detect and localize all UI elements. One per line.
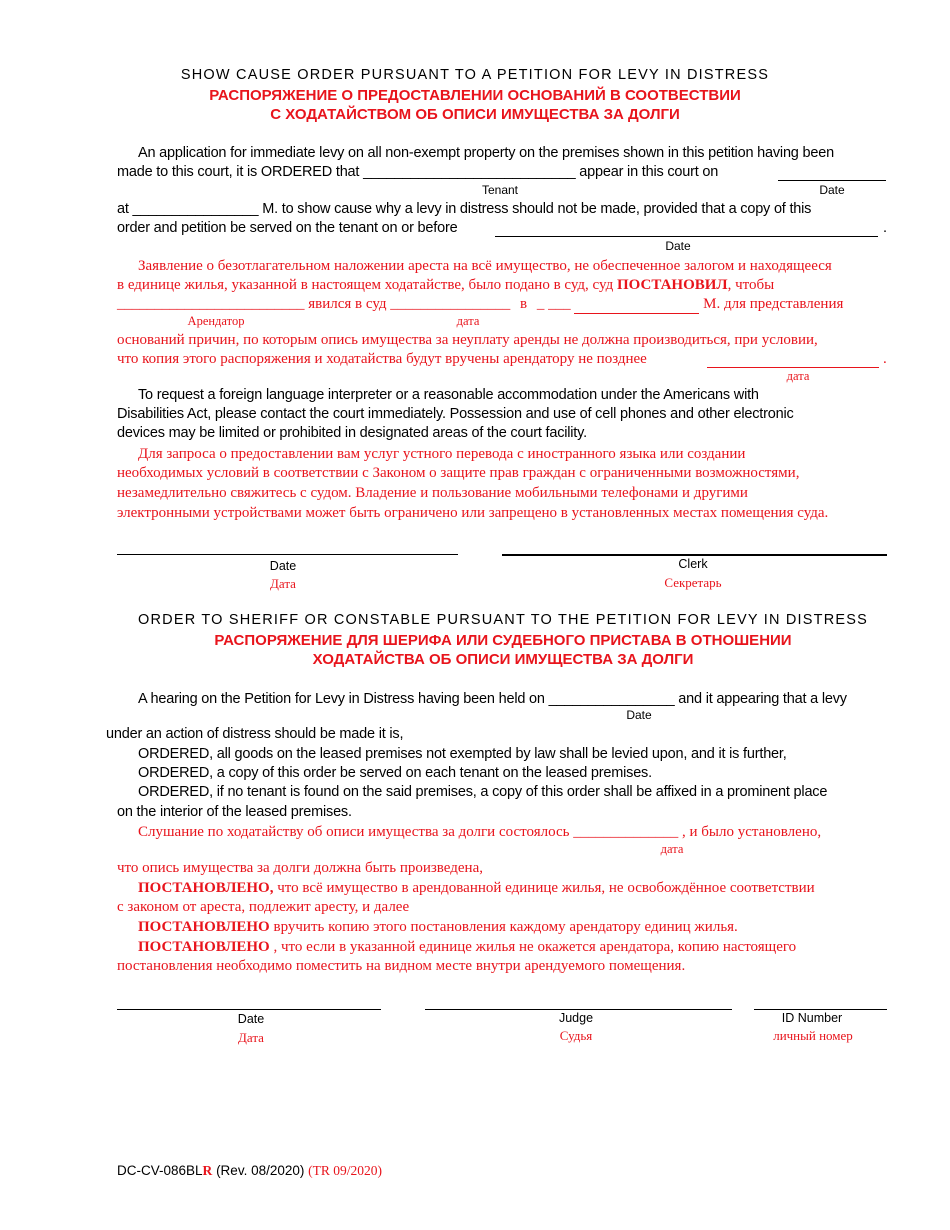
section2-title-en: ORDER TO SHERIFF OR CONSTABLE PURSUANT TO THE PETITION FOR LEVY IN DISTRESS — [138, 612, 868, 628]
text: , что если в указанной единице жилья не окажется арендатора, копию настоящего — [269, 939, 797, 955]
sig-date-label: Date — [237, 1012, 265, 1026]
s1-p2-line1: To request a foreign language interpreter or a reasonable accommodation under the Americans with — [138, 387, 759, 403]
postanovleno-word: ПОСТАНОВЛЕНО — [138, 939, 270, 955]
s2-order2 — [138, 764, 652, 783]
date-blank[interactable]: ______________ — [573, 824, 679, 840]
text: A hearing on the Petition for Levy in Distress having been held on — [138, 691, 545, 707]
date-blank-line[interactable] — [495, 236, 878, 237]
text: and it appearing that a levy — [678, 691, 847, 707]
postanovleno-word: ПОСТАНОВЛЕНО, — [138, 880, 274, 896]
postanovil-word: ПОСТАНОВИЛ — [616, 277, 728, 293]
date-blank-line[interactable] — [778, 180, 886, 181]
text: что всё имущество в арендованной единице жилья, не освобождённое соответствии — [273, 880, 815, 896]
s1-p1-line4: order and petition be served on the tenant on or before — [117, 220, 458, 236]
s1-ru2-line3: незамедлительно свяжитесь с судом. Владение и пользование мобильными телефонами и другими — [117, 485, 748, 501]
revision: (Rev. 08/2020) — [216, 1163, 305, 1178]
ordered-word: ORDERED — [138, 765, 210, 781]
s2-p1-line1 — [138, 690, 847, 709]
caption-date: Date — [626, 708, 652, 722]
ordered-word: ORDERED — [138, 784, 210, 800]
s2-order3 — [138, 783, 827, 802]
date-blank-line[interactable] — [707, 367, 879, 368]
date-signature-line[interactable] — [117, 1009, 381, 1010]
text: that — [335, 164, 360, 180]
time-blank[interactable]: ________________ — [132, 201, 259, 217]
time-blank[interactable]: _ ___ — [536, 296, 571, 312]
section2-title-ru-line2: ХОДАТАЙСТВА ОБ ОПИСИ ИМУЩЕСТВА ЗА ДОЛГИ — [312, 651, 694, 668]
s1-ru1-line4: оснований причин, по которым опись имущества за неуплату аренды не должна производиться, при условии, — [117, 332, 818, 348]
text: явился в суд — [308, 296, 387, 312]
s1-ru2-line4: электронными устройствами может быть ограничено или запрещено в установленных местах помещения суда. — [117, 505, 829, 521]
s2-order3-line2: on the interior of the leased premises. — [117, 804, 352, 820]
s1-p1-line2 — [117, 163, 718, 182]
date-signature-line[interactable] — [117, 554, 458, 555]
s1-ru1-line5: что копия этого распоряжения и ходатайства будут вручены арендатору не позднее — [117, 351, 647, 367]
text: в единице жилья, указанной в настоящем ходатайстве, было подано в суд, суд — [117, 277, 614, 293]
text: made to this court, it is — [117, 164, 258, 180]
form-r: R — [202, 1163, 213, 1178]
caption-date: Date — [819, 183, 845, 197]
sig-clerk-label-ru: Секретарь — [664, 575, 722, 590]
sig-clerk-label: Clerk — [678, 557, 708, 571]
judge-signature-line[interactable] — [425, 1009, 732, 1010]
text: Слушание по ходатайству об описи имущества за долги состоялось — [138, 824, 570, 840]
text: at — [117, 201, 129, 217]
s1-ru2-line1: Для запроса о предоставлении вам услуг устного перевода с иностранного языка или создании — [138, 446, 746, 462]
caption-tenant: Tenant — [481, 183, 519, 197]
s2-p1-line2: under an action of distress should be made it is, — [106, 726, 404, 742]
sig-judge-label-ru: Судья — [559, 1028, 593, 1043]
tenant-blank[interactable]: ___________________________ — [363, 164, 576, 180]
s1-p1-line3 — [117, 200, 811, 219]
time-blank-line[interactable] — [574, 299, 699, 314]
sig-date-label-ru: Дата — [238, 1030, 264, 1045]
text: , чтобы — [727, 277, 775, 293]
date-blank[interactable]: ________________ — [390, 296, 511, 312]
ordered-word: ORDERED — [138, 746, 210, 762]
s1-p1-line1: An application for immediate levy on all non-exempt property on the premises shown in this petition having been — [138, 145, 834, 161]
text: , a copy of this order be served on each tenant on the leased premises. — [209, 765, 652, 781]
clerk-signature-line[interactable] — [502, 554, 887, 556]
s2-ru-line2: что опись имущества за долги должна быть произведена, — [117, 860, 483, 876]
s2-ru-order1 — [138, 879, 815, 898]
period: . — [883, 220, 887, 236]
text: , all goods on the leased premises not exempted by law shall be levied upon, and it is further, — [209, 746, 787, 762]
sig-date-label-ru: Дата — [270, 576, 296, 591]
s1-ru1-line3 — [117, 295, 843, 314]
text: в — [520, 296, 528, 312]
s2-ru-order1-line2: с законом от ареста, подлежит аресту, и далее — [117, 899, 410, 915]
text: вручить копию этого постановления каждому арендатору единиц жилья. — [269, 919, 738, 935]
caption-data: дата — [456, 314, 480, 328]
sig-date-label: Date — [269, 559, 297, 573]
text: , if no tenant is found on the said premises, a copy of this order shall be affixed in a prominent place — [209, 784, 828, 800]
translation-date: (TR 09/2020) — [308, 1163, 383, 1178]
s2-ru-order2 — [138, 918, 738, 937]
caption-arendator: Арендатор — [187, 314, 245, 328]
ordered-word: ORDERED — [260, 164, 333, 180]
id-number-line[interactable] — [754, 1009, 887, 1010]
caption-data: дата — [660, 842, 684, 856]
tenant-blank[interactable]: _________________________ — [117, 296, 305, 312]
date-blank[interactable]: ________________ — [548, 691, 675, 707]
s1-ru1-line1: Заявление о безотлагательном наложении ареста на всё имущество, не обеспеченное залогом и находящееся — [138, 258, 832, 274]
text: М. для представления — [703, 296, 844, 312]
form-id: DC-CV-086BL — [117, 1163, 203, 1178]
caption-date: Date — [665, 239, 691, 253]
sig-judge-label: Judge — [558, 1011, 594, 1025]
s1-p2-line2: Disabilities Act, please contact the court immediately. Possession and use of cell phones and other electronic — [117, 406, 794, 422]
sig-id-label-ru: личный номер — [773, 1028, 853, 1043]
sig-id-label: ID Number — [781, 1011, 843, 1025]
s1-ru2-line2: необходимых условий в соответствии с Законом о защите прав граждан с ограниченными возможностями, — [117, 465, 800, 481]
s1-p2-line3: devices may be limited or prohibited in designated areas of the court facility. — [117, 425, 587, 441]
form-footer — [117, 1163, 382, 1179]
s2-order1 — [138, 745, 787, 764]
section1-title-ru-line2: С ХОДАТАЙСТВОМ ОБ ОПИСИ ИМУЩЕСТВА ЗА ДОЛГИ — [270, 106, 680, 123]
s2-ru-order3-line2: постановления необходимо поместить на видном месте внутри арендуемого помещения. — [117, 958, 686, 974]
s2-ru-order3 — [138, 938, 796, 957]
text: , и было установлено, — [681, 824, 822, 840]
s2-ru-line1 — [138, 823, 821, 842]
postanovleno-word: ПОСТАНОВЛЕНО — [138, 919, 270, 935]
text: appear in this court on — [579, 164, 719, 180]
s1-ru1-line2 — [117, 276, 774, 295]
period: . — [883, 351, 887, 367]
caption-data: дата — [786, 369, 810, 383]
text: M. to show cause why a levy in distress should not be made, provided that a copy of this — [262, 201, 812, 217]
section1-title-en: SHOW CAUSE ORDER PURSUANT TO A PETITION FOR LEVY IN DISTRESS — [180, 67, 770, 83]
section1-title-ru-line1: РАСПОРЯЖЕНИЕ О ПРЕДОСТАВЛЕНИИ ОСНОВАНИЙ В СООТВЕСТВИИ — [209, 87, 741, 104]
section2-title-ru-line1: РАСПОРЯЖЕНИЕ ДЛЯ ШЕРИФА ИЛИ СУДЕБНОГО ПРИСТАВА В ОТНОШЕНИИ — [214, 632, 792, 649]
